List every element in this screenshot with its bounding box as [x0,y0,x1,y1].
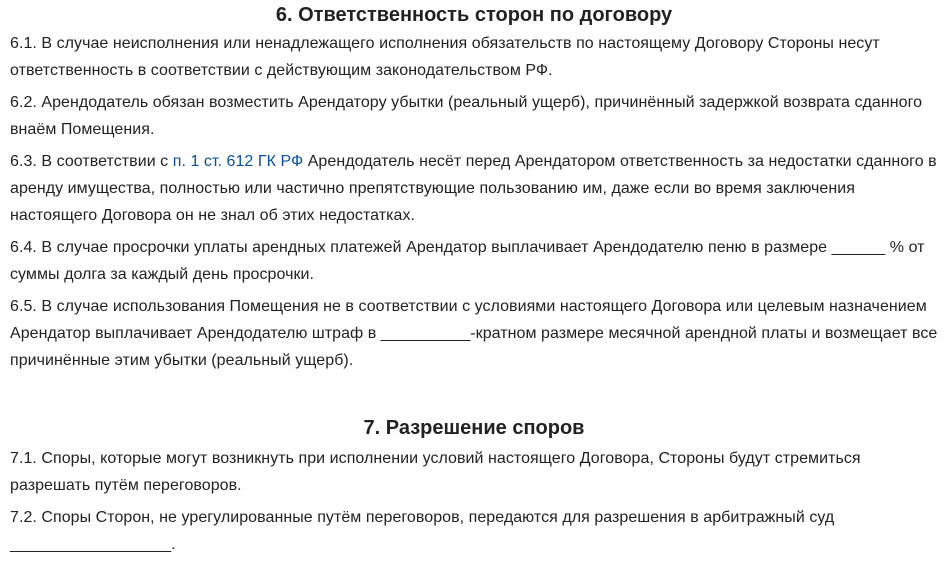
civil-code-article-link[interactable]: п. 1 ст. 612 ГК РФ [172,153,304,170]
clause-6-2: 6.2. Арендодатель обязан возместить Арендатору убытки (реальный ущерб), причинённый задержкой возврата сданного внаём Помещения. [10,94,923,138]
clause-6-3-text-before: 6.3. В соответствии с [10,153,173,170]
section-6-title: 6. Ответственность сторон по договору [275,4,673,26]
clause-7-1: 7.1. Споры, которые могут возникнуть при исполнении условий настоящего Договора, Стороны будут стремиться разрешать путём переговоров. [10,450,861,494]
clause-6-3-text-after: Арендодатель несёт перед Арендатором ответственность за недостатки сданного в аренду имущества, полностью или частично препятствующие пользованию им, даже если во время заключения настоящего Договора он не знал об этих недостатках. [10,153,937,224]
section-7-title: 7. Разрешение споров [363,417,585,439]
clause-7-2: 7.2. Споры Сторон, не урегулированные путём переговоров, передаются для разрешения в арбитражный суд __________________. [10,509,835,553]
clause-6-5: 6.5. В случае использования Помещения не в соответствии с условиями настоящего Договора или целевым назначением Арендатор выплачивает Арендодателю штраф в __________-кратном размере месячной арендной платы и возмещает все причинённые этим убытки (реальный ущерб). [10,298,938,369]
clause-6-1: 6.1. В случае неисполнения или ненадлежащего исполнения обязательств по настоящему Договору Стороны несут ответственность в соответствии с действующим законодательством РФ. [10,35,880,79]
clause-6-4: 6.4. В случае просрочки уплаты арендных платежей Арендатор выплачивает Арендодателю пеню в размере ______ % от суммы долга за каждый день просрочки. [10,239,925,283]
clause-6-3 [10,148,938,229]
